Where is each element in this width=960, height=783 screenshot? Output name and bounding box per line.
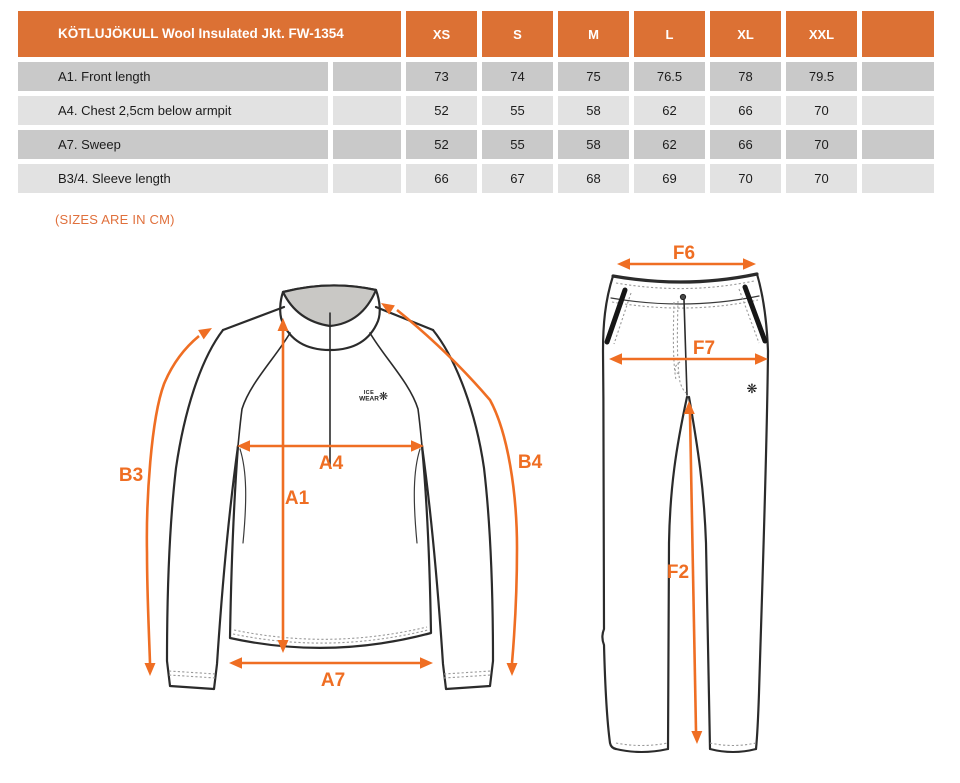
b4-arrow: [378, 303, 518, 676]
pants-hem-stitch: [616, 743, 668, 746]
jacket-cuff-stitch: [444, 671, 491, 674]
b3-label: B3: [118, 465, 144, 486]
measure-label: A4. Chest 2,5cm below armpit: [18, 96, 328, 125]
size-value-cell: 66: [406, 164, 477, 193]
empty-cell: [862, 96, 934, 125]
f2-arrow-line: [690, 414, 696, 731]
size-value-cell: 70: [786, 164, 857, 193]
size-table: [13, 6, 939, 198]
empty-cell: [862, 164, 934, 193]
size-column-header-xxl: XXL: [786, 11, 857, 57]
pants-hem-stitch: [710, 743, 756, 746]
f6-label: F6: [672, 243, 696, 264]
size-column-header-xl: XL: [710, 11, 781, 57]
sizes-unit-note: (SIZES ARE IN CM): [55, 212, 175, 227]
size-column-header-m: M: [558, 11, 629, 57]
pants-drawing: [603, 274, 769, 752]
size-value-cell: 79.5: [786, 62, 857, 91]
jacket-underarm-seam-left: [240, 449, 246, 543]
icewear-logo: [359, 390, 388, 403]
icewear-logo-text-top: ICE: [363, 390, 375, 396]
b3-arrow: [145, 328, 213, 676]
size-value-cell: 62: [634, 96, 705, 125]
size-value-cell: 55: [482, 130, 553, 159]
size-value-cell: 58: [558, 130, 629, 159]
pants-front-rise: [684, 300, 687, 395]
size-value-cell: 68: [558, 164, 629, 193]
jacket-shoulder-left: [223, 307, 284, 330]
measure-label: B3/4. Sleeve length: [18, 164, 328, 193]
empty-cell: [333, 96, 401, 125]
arrowhead-icon: [755, 353, 768, 364]
header-empty-cell: [862, 11, 934, 57]
size-column-header-s: S: [482, 11, 553, 57]
pants-waist-button: [680, 294, 685, 299]
f2-label: F2: [666, 562, 690, 583]
size-value-cell: 66: [710, 96, 781, 125]
snowflake-icon: ❋: [746, 382, 758, 397]
table-row: [18, 164, 934, 193]
b4-label: B4: [517, 452, 543, 473]
pants-fly-stitch: [673, 302, 676, 380]
size-value-cell: 78: [710, 62, 781, 91]
jacket-cuff-stitch: [169, 671, 216, 674]
a1-arrow: [278, 318, 289, 653]
size-value-cell: 70: [710, 164, 781, 193]
pants-hem-right: [710, 749, 756, 752]
measurement-diagram: [0, 243, 960, 783]
measure-label: A7. Sweep: [18, 130, 328, 159]
size-value-cell: 52: [406, 130, 477, 159]
table-header-row: [18, 11, 934, 57]
f7-arrow: [609, 353, 768, 364]
pants-pocket-left: [607, 290, 625, 342]
arrowhead-icon: [617, 258, 630, 269]
jacket-cuff-stitch: [169, 675, 216, 678]
jacket-sleeve-right: [422, 330, 493, 689]
pants-waist-rim: [613, 274, 757, 282]
empty-cell: [862, 62, 934, 91]
empty-cell: [333, 62, 401, 91]
size-value-cell: 76.5: [634, 62, 705, 91]
size-column-header-l: L: [634, 11, 705, 57]
size-value-cell: 55: [482, 96, 553, 125]
size-value-cell: 52: [406, 96, 477, 125]
size-value-cell: 70: [786, 130, 857, 159]
a7-arrow: [229, 657, 433, 668]
pants-hem-left: [616, 749, 668, 752]
jacket-hem-stitch: [234, 627, 427, 639]
size-value-cell: 75: [558, 62, 629, 91]
pants-outer-edge-right: [756, 274, 768, 749]
size-value-cell: 67: [482, 164, 553, 193]
pants-outer-edge-left: [603, 276, 617, 749]
a1-label: A1: [284, 488, 310, 509]
jacket-raglan-seam-right: [370, 333, 422, 446]
size-value-cell: 62: [634, 130, 705, 159]
size-value-cell: 74: [482, 62, 553, 91]
table-row: [18, 130, 934, 159]
table-title: KÖTLUJÖKULL Wool Insulated Jkt. FW-1354: [18, 11, 401, 57]
size-column-header-xs: XS: [406, 11, 477, 57]
jacket-drawing: [167, 285, 493, 689]
table-row: [18, 62, 934, 91]
size-value-cell: 69: [634, 164, 705, 193]
arrowhead-icon: [420, 657, 433, 668]
empty-cell: [333, 130, 401, 159]
a4-label: A4: [318, 453, 344, 474]
arrowhead-icon: [609, 353, 622, 364]
table-row: [18, 96, 934, 125]
f7-label: F7: [692, 338, 716, 359]
jacket-sleeve-left: [167, 330, 238, 689]
icewear-logo-text-bottom: WEAR: [359, 395, 379, 403]
jacket-body: [230, 446, 431, 648]
arrowhead-icon: [743, 258, 756, 269]
arrowhead-icon: [507, 663, 518, 676]
size-value-cell: 58: [558, 96, 629, 125]
size-value-cell: 66: [710, 130, 781, 159]
jacket-cuff-stitch: [444, 675, 491, 678]
arrowhead-icon: [145, 663, 156, 676]
size-value-cell: 70: [786, 96, 857, 125]
jacket-shoulder-right: [376, 307, 433, 330]
empty-cell: [333, 164, 401, 193]
arrowhead-icon: [229, 657, 242, 668]
icewear-gear-icon: ❋: [378, 390, 389, 403]
arrowhead-icon: [691, 731, 702, 744]
jacket-underarm-seam-right: [414, 449, 420, 543]
empty-cell: [862, 130, 934, 159]
measure-label: A1. Front length: [18, 62, 328, 91]
size-value-cell: 73: [406, 62, 477, 91]
arrowhead-icon: [198, 328, 212, 339]
a7-label: A7: [320, 670, 346, 691]
